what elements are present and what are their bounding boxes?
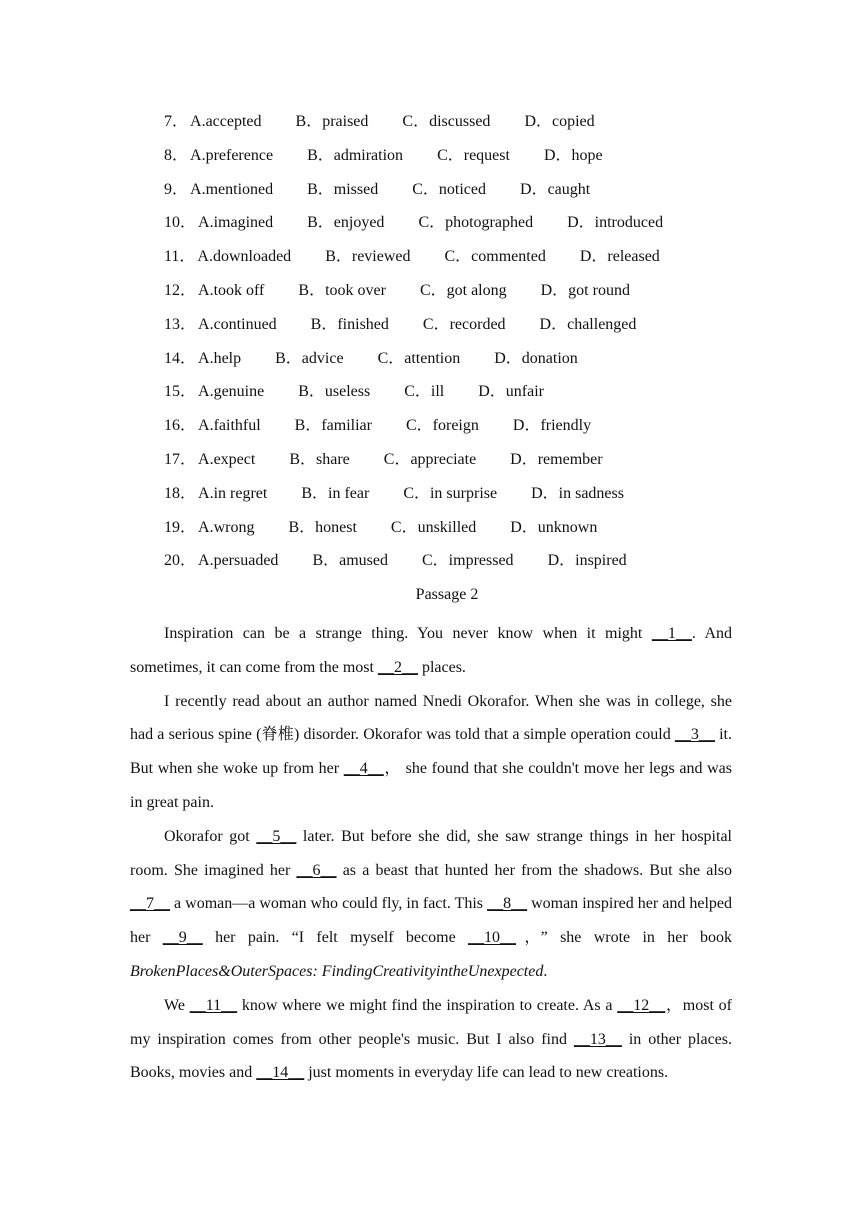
option-b: B．honest: [288, 518, 357, 536]
question-number: 20．: [164, 552, 197, 570]
option-a: A.accepted: [190, 113, 262, 130]
passage-text: as a beast that hunted her from the shadows. But she also: [336, 861, 732, 879]
option-c: C．recorded: [422, 315, 506, 333]
option-d: D．caught: [520, 180, 591, 198]
question-row: [164, 414, 697, 448]
option-a: A.help: [198, 349, 242, 367]
passage-text: ，most of my inspiration comes from other people's music. But I also find: [130, 996, 732, 1048]
question-row: [164, 211, 697, 245]
question-number: 19．: [164, 518, 197, 536]
question-row: [164, 448, 697, 482]
option-b: B．advice: [275, 349, 344, 367]
option-c: C．request: [437, 146, 510, 164]
question-number: 15．: [164, 383, 197, 401]
blank-placeholder: __5__: [256, 827, 297, 845]
option-c: C．commented: [444, 248, 546, 266]
option-a: A.downloaded: [197, 248, 292, 266]
option-d: D．released: [579, 248, 660, 266]
question-number: 14．: [164, 349, 197, 367]
option-a: A.persuaded: [198, 552, 279, 570]
option-a: A.faithful: [198, 417, 261, 435]
blank-placeholder: __13__: [573, 1030, 622, 1048]
passage-text: later. But before she did, she saw strange things in her hospital room. She imagined her: [130, 827, 732, 879]
question-row: [164, 313, 697, 347]
option-a: A.mentioned: [190, 180, 274, 198]
passage-text: know where we might find the inspiration to create. As a: [237, 996, 618, 1014]
question-row: [164, 279, 697, 313]
passage-text: just moments in everyday life can lead to new creations.: [304, 1064, 669, 1082]
option-d: D．friendly: [512, 417, 592, 435]
question-number: 16．: [164, 417, 197, 435]
question-row: [164, 549, 697, 583]
option-a: A.in regret: [198, 484, 268, 502]
passage-paragraph: [130, 685, 732, 820]
blank-placeholder: __10__: [468, 929, 517, 947]
passage-paragraph: [130, 989, 732, 1090]
option-b: B．share: [289, 450, 350, 468]
blank-placeholder: __11__: [189, 996, 238, 1014]
option-b: B．finished: [310, 315, 389, 333]
passage-text: it. But when she woke up from her: [130, 726, 733, 778]
question-number: 11．: [164, 248, 196, 266]
option-a: A.continued: [198, 315, 277, 333]
passage-body: [130, 617, 732, 1090]
question-row: [164, 347, 697, 381]
question-number: 12．: [164, 281, 197, 299]
option-c: C．unskilled: [390, 518, 477, 536]
blank-placeholder: __3__: [674, 726, 715, 744]
blank-placeholder: __2__: [377, 658, 418, 676]
option-b: B．took over: [298, 281, 386, 299]
option-b: B．enjoyed: [307, 214, 385, 232]
option-d: D．copied: [524, 113, 595, 130]
passage-text: ，” she wrote in her book: [516, 929, 732, 947]
option-a: A.preference: [190, 146, 274, 164]
option-c: C．foreign: [406, 417, 479, 435]
blank-placeholder: __7__: [130, 895, 170, 913]
option-c: C．in surprise: [403, 484, 498, 502]
option-c: C．appreciate: [383, 450, 477, 468]
passage-text: ， she found that she couldn't move her legs and was in great pain.: [130, 760, 732, 811]
question-row: [164, 144, 697, 178]
option-b: B．in fear: [301, 484, 370, 502]
passage-text: . And sometimes, it can come from the most: [130, 625, 733, 676]
question-number: 18．: [164, 484, 197, 502]
blank-placeholder: __9__: [162, 929, 203, 947]
passage-text: Okorafor got: [164, 827, 257, 845]
blank-placeholder: __8__: [487, 895, 528, 913]
question-number: 7．: [164, 113, 189, 130]
option-d: D．inspired: [547, 552, 627, 570]
option-b: B．missed: [307, 180, 379, 198]
passage-text: Inspiration can be a strange thing. You never know when it might: [164, 625, 652, 642]
blank-placeholder: __6__: [296, 861, 337, 879]
option-b: B．reviewed: [325, 248, 411, 266]
option-c: C．got along: [419, 281, 507, 299]
question-number: 13．: [164, 315, 197, 333]
passage-text: her pain. “I felt myself become: [202, 929, 469, 947]
option-d: D．got round: [540, 281, 630, 299]
question-number: 9．: [164, 180, 189, 198]
option-b: B．admiration: [307, 146, 404, 164]
option-a: A.expect: [198, 450, 256, 468]
passage-text: a woman—a woman who could fly, in fact. This: [170, 895, 488, 913]
option-a: A.genuine: [198, 383, 265, 401]
option-a: A.imagined: [198, 214, 274, 232]
question-row: [164, 516, 697, 550]
option-d: D．challenged: [539, 315, 637, 333]
option-b: B．amused: [312, 552, 388, 570]
option-b: B．praised: [295, 113, 369, 130]
option-d: D．remember: [510, 450, 603, 468]
passage-text: woman inspired her and helped her: [130, 895, 733, 947]
question-number: 17．: [164, 450, 197, 468]
option-a: A.wrong: [198, 518, 255, 536]
option-c: C．discussed: [402, 113, 491, 130]
option-d: D．unfair: [478, 383, 545, 401]
passage-paragraph: [130, 820, 732, 989]
question-row: [164, 482, 697, 516]
passage-text: I recently read about an author named Nnedi Okorafor. When she was in college, she had a serious spine (脊椎) disorder. Okorafor was told that a simple operation could: [130, 692, 732, 744]
option-c: C．attention: [377, 349, 461, 367]
option-b: B．useless: [298, 383, 371, 401]
option-d: D．donation: [494, 349, 578, 367]
blank-placeholder: __4__: [343, 760, 384, 778]
option-a: A.took off: [198, 281, 265, 299]
passage-paragraph: [130, 617, 732, 685]
option-c: C．noticed: [412, 180, 487, 198]
question-number: 10．: [164, 214, 197, 232]
option-c: C．photographed: [418, 214, 534, 232]
question-number: 8．: [164, 146, 189, 164]
option-d: D．hope: [543, 146, 603, 164]
blank-placeholder: __14__: [256, 1064, 305, 1082]
passage-text: in other places. Books, movies and: [130, 1030, 733, 1082]
option-c: C．ill: [404, 383, 445, 401]
option-b: B．familiar: [294, 417, 372, 435]
option-c: C．impressed: [422, 552, 514, 570]
passage-title: Passage 2: [415, 586, 479, 603]
question-options-list: [164, 110, 697, 583]
blank-placeholder: __1__: [651, 625, 692, 642]
question-row: [164, 380, 697, 414]
passage-text: .: [543, 962, 548, 980]
passage-text: We: [164, 996, 190, 1014]
option-d: D．in sadness: [531, 484, 624, 502]
question-row: [164, 178, 697, 212]
question-row: [164, 110, 697, 144]
question-row: [164, 245, 697, 279]
option-d: D．introduced: [567, 214, 664, 232]
passage-text: places.: [417, 658, 466, 676]
blank-placeholder: __12__: [617, 996, 666, 1014]
option-d: D．unknown: [510, 518, 598, 536]
book-title: BrokenPlaces&OuterSpaces: FindingCreativityintheUnexpected: [130, 962, 544, 980]
